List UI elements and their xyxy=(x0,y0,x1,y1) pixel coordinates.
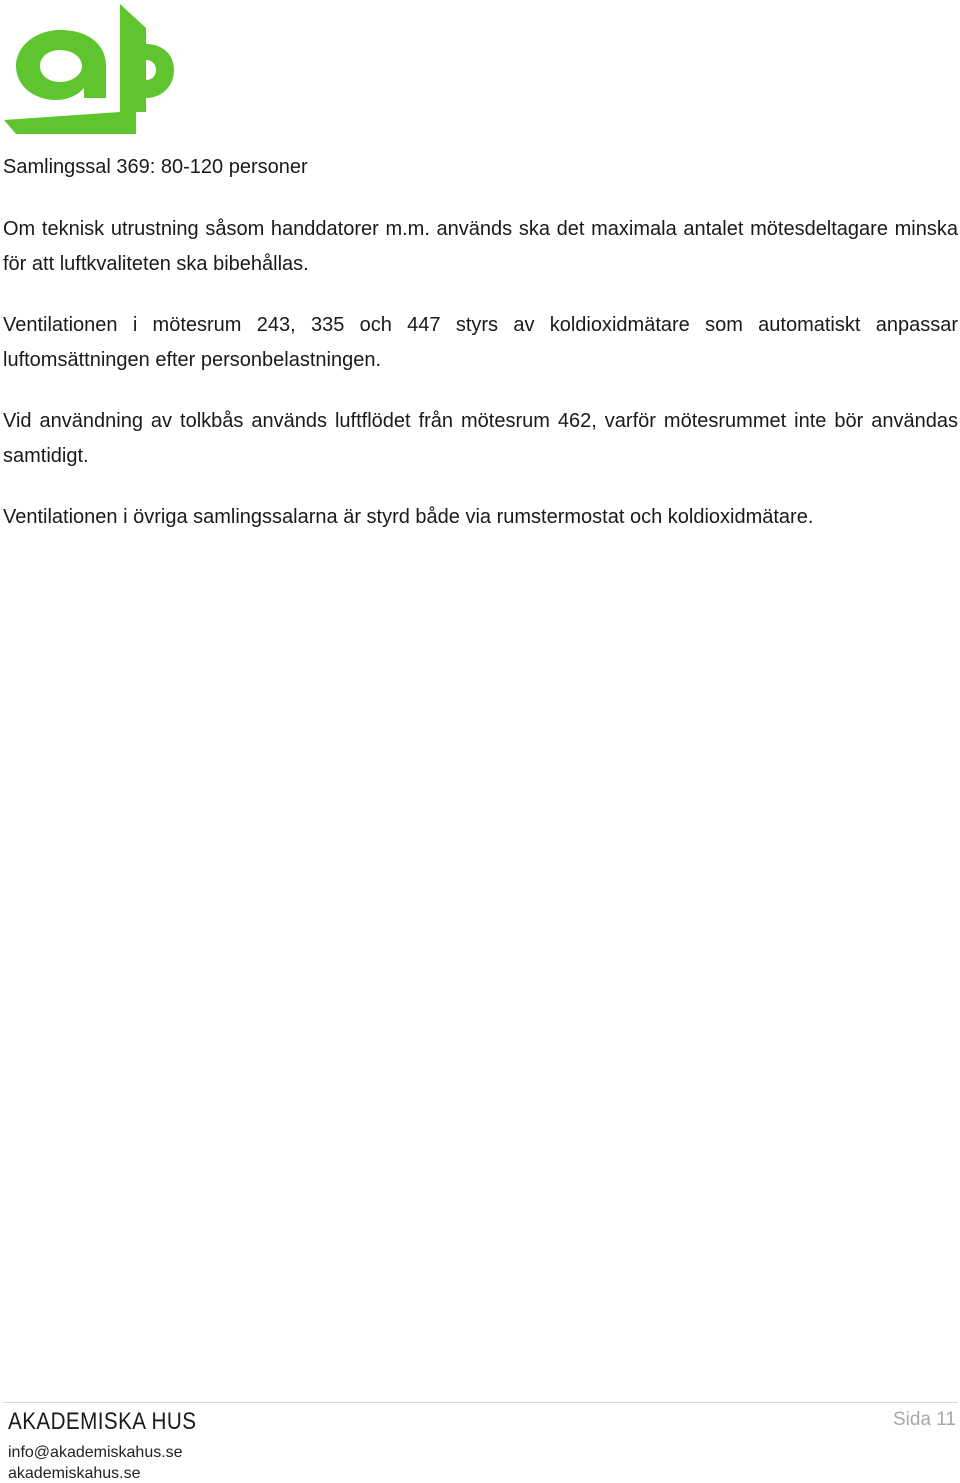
paragraph-handheld-devices: Om teknisk utrustning såsom handdatorer m.m. används ska det maximala antalet mötesdeltagare minska för att luftkvaliteten ska bibehållas. xyxy=(3,218,958,275)
footer-brand-name: AKADEMISKA HUS xyxy=(8,1408,197,1435)
paragraph-interpreter-booth: Vid användning av tolkbås används luftflödet från mötesrum 462, varför mötesrummet inte bör användas samtidigt. xyxy=(3,410,958,467)
document-body xyxy=(3,150,958,561)
footer-website: akademiskahus.se xyxy=(8,1465,141,1482)
page-number: Sida 11 xyxy=(892,1409,956,1430)
footer-email: info@akademiskahus.se xyxy=(8,1444,183,1461)
footer-divider xyxy=(3,1402,958,1403)
paragraph-co2-ventilation: Ventilationen i mötesrum 243, 335 och 447 styrs av koldioxidmätare som automatiskt anpassar luftomsättningen efter personbelastningen. xyxy=(3,314,958,371)
akademiska-hus-ah-logo-icon xyxy=(2,2,174,134)
paragraph-other-halls: Ventilationen i övriga samlingssalarna är styrd både via rumstermostat och koldioxidmätare. xyxy=(3,506,814,528)
room-capacity-heading: Samlingssal 369: 80-120 personer xyxy=(3,156,308,178)
